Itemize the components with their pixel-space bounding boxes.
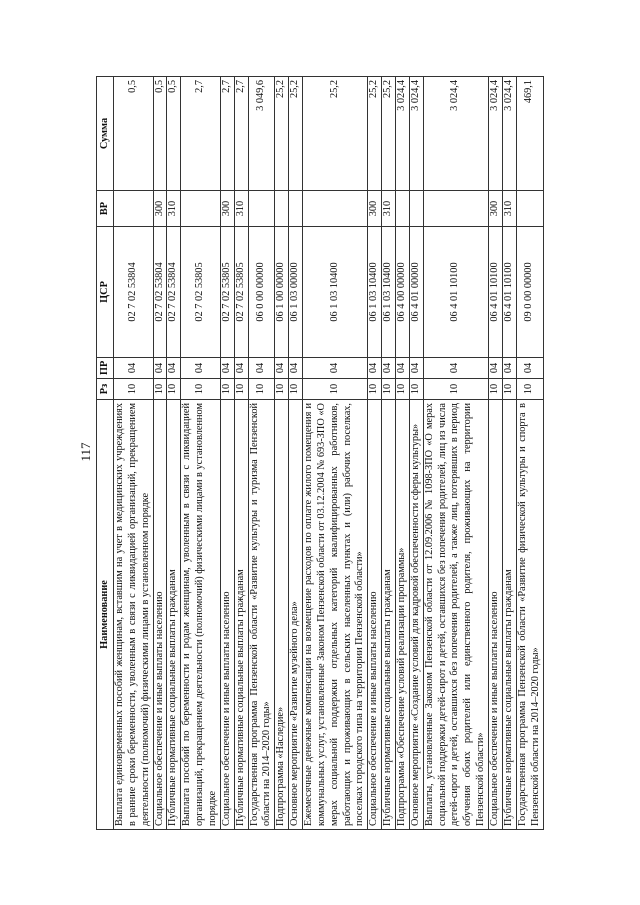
page-number: 117 [78,442,93,462]
cell-csr: 06 1 03 00000 [289,227,303,358]
cell-pr: 04 [153,358,167,379]
cell-name: Социальное обеспечение и иные выплаты населению [368,400,382,830]
cell-csr: 06 1 00 00000 [275,227,289,358]
cell-pr: 04 [234,358,248,379]
cell-vr: 300 [220,191,234,227]
cell-pr: 04 [502,358,516,379]
cell-name: Публичные нормативные социальные выплаты гражданам [502,400,516,830]
cell-name: Публичные нормативные социальные выплаты гражданам [234,400,248,830]
cell-sum: 2,7 [181,77,221,191]
cell-name: Публичные нормативные социальные выплаты гражданам [167,400,181,830]
cell-pr: 04 [489,358,503,379]
cell-name: Основное мероприятие «Развитие музейного дела» [289,400,303,830]
cell-csr: 09 0 00 00000 [516,227,543,358]
cell-rz: 10 [234,379,248,400]
cell-sum: 25,2 [303,77,368,191]
cell-name: Социальное обеспечение и иные выплаты населению [489,400,503,830]
cell-name: Социальное обеспечение и иные выплаты населению [153,400,167,830]
cell-pr: 04 [167,358,181,379]
header-name: Наименование [97,400,114,830]
cell-vr [181,191,221,227]
cell-sum: 25,2 [275,77,289,191]
cell-csr: 02 7 02 53805 [220,227,234,358]
cell-rz: 10 [220,379,234,400]
cell-sum: 25,2 [368,77,382,191]
cell-pr: 04 [220,358,234,379]
table-row [275,77,289,830]
table-row [516,77,543,830]
cell-sum: 2,7 [220,77,234,191]
cell-rz: 10 [382,379,396,400]
table-row [489,77,503,830]
cell-pr: 04 [423,358,488,379]
cell-pr: 04 [275,358,289,379]
cell-sum: 469,1 [516,77,543,191]
cell-vr [396,191,410,227]
cell-csr: 06 4 01 00000 [409,227,423,358]
cell-vr: 310 [234,191,248,227]
header-sum: Сумма [97,77,114,191]
cell-sum: 0,5 [153,77,167,191]
cell-sum: 3 024,4 [396,77,410,191]
cell-pr: 04 [409,358,423,379]
cell-pr: 04 [303,358,368,379]
table-row [114,77,154,830]
cell-name: Подпрограмма «Наследие» [275,400,289,830]
header-pr: ПР [97,358,114,379]
cell-name: Публичные нормативные социальные выплаты гражданам [382,400,396,830]
cell-sum: 25,2 [289,77,303,191]
cell-sum: 0,5 [167,77,181,191]
cell-rz: 10 [114,379,154,400]
cell-csr: 06 4 01 10100 [502,227,516,358]
cell-csr: 02 7 02 53805 [234,227,248,358]
cell-vr [303,191,368,227]
cell-rz: 10 [153,379,167,400]
cell-rz: 10 [248,379,275,400]
cell-rz: 10 [167,379,181,400]
cell-vr [423,191,488,227]
cell-name: Выплата пособий по беременности и родам женщинам, уволенным в связи с ликвидацией организаций, прекращением деятельности (полномочий) физическими лицами в установленном порядке [181,400,221,830]
table-body [114,77,544,830]
cell-pr: 04 [368,358,382,379]
cell-name: Основное мероприятие «Создание условий для кадровой обеспеченности сферы культуры» [409,400,423,830]
cell-name: Выплата единовременных пособий женщинам, вставшим на учет в медицинских учреждениях в ранние сроки беременности, уволенным в связи с ликвидацией организаций, прекращением деятельности (полномочий) физическими лицами в установленном порядке [114,400,154,830]
cell-sum: 0,5 [114,77,154,191]
table-row [396,77,410,830]
cell-name: Ежемесячные денежные компенсации на возмещение расходов по оплате жилого помещения и коммунальных услуг, установленные Законом Пензенской области от 03.12.2004 № 693-ЗПО «О мерах социальной поддержки отдельных категорий квалифицированных работников, работающих и проживающих в сельских населенных пунктах и (или) рабочих поселках, поселках городского типа на территории Пензенской области» [303,400,368,830]
cell-csr: 06 0 00 00000 [248,227,275,358]
cell-csr: 02 7 02 53804 [153,227,167,358]
header-rz: Рз [97,379,114,400]
budget-table [96,76,544,830]
cell-rz: 10 [181,379,221,400]
table-row [382,77,396,830]
table-row [220,77,234,830]
cell-pr: 04 [248,358,275,379]
table-row [248,77,275,830]
cell-csr: 06 1 03 10400 [382,227,396,358]
table-row [368,77,382,830]
cell-vr [114,191,154,227]
cell-rz: 10 [502,379,516,400]
table-row [153,77,167,830]
cell-csr: 06 4 01 10100 [489,227,503,358]
table-row [289,77,303,830]
cell-sum: 3 049,6 [248,77,275,191]
cell-pr: 04 [396,358,410,379]
cell-sum: 25,2 [382,77,396,191]
budget-table-rotated [96,77,576,830]
cell-sum: 3 024,4 [423,77,488,191]
header-csr: ЦСР [97,227,114,358]
table-row [234,77,248,830]
cell-pr: 04 [289,358,303,379]
cell-csr: 06 1 03 10400 [368,227,382,358]
cell-csr: 06 1 03 10400 [303,227,368,358]
cell-csr: 02 7 02 53805 [181,227,221,358]
cell-name: Государственная программа Пензенской области «Развитие физической культуры и спорта в Пензенской области на 2014–2020 годы» [516,400,543,830]
table-row [167,77,181,830]
cell-rz: 10 [489,379,503,400]
cell-pr: 04 [382,358,396,379]
table-row [423,77,488,830]
cell-rz: 10 [368,379,382,400]
cell-rz: 10 [423,379,488,400]
cell-vr: 310 [382,191,396,227]
cell-vr: 300 [153,191,167,227]
cell-vr: 300 [489,191,503,227]
cell-name: Социальное обеспечение и иные выплаты населению [220,400,234,830]
cell-rz: 10 [275,379,289,400]
cell-rz: 10 [396,379,410,400]
cell-csr: 02 7 02 53804 [114,227,154,358]
cell-rz: 10 [516,379,543,400]
cell-name: Выплаты, установленные Законом Пензенской области от 12.09.2006 № 1098-ЗПО «О мерах социальной поддержки детей-сирот и детей, оставшихся без попечения родителей, лиц из числа детей-сирот и детей, оставшихся без попечения родителей, а также лиц, потерявших в период обучения обоих родителей или единственного родителя, проживающих на территории Пензенской области» [423,400,488,830]
table-row [181,77,221,830]
cell-vr [516,191,543,227]
cell-pr: 04 [181,358,221,379]
cell-csr: 06 4 01 10100 [423,227,488,358]
cell-name: Подпрограмма «Обеспечение условий реализации программы» [396,400,410,830]
header-vr: ВР [97,191,114,227]
cell-name: Государственная программа Пензенской области «Развитие культуры и туризма Пензенской области на 2014–2020 годы» [248,400,275,830]
cell-sum: 2,7 [234,77,248,191]
cell-vr [248,191,275,227]
cell-sum: 3 024,4 [502,77,516,191]
cell-vr: 310 [502,191,516,227]
cell-csr: 02 7 02 53804 [167,227,181,358]
cell-vr: 300 [368,191,382,227]
cell-vr: 310 [167,191,181,227]
cell-pr: 04 [114,358,154,379]
cell-sum: 3 024,4 [489,77,503,191]
table-row [303,77,368,830]
cell-pr: 04 [516,358,543,379]
table-row [409,77,423,830]
cell-csr: 06 4 00 00000 [396,227,410,358]
table-header-row [97,77,114,830]
cell-vr [289,191,303,227]
cell-rz: 10 [409,379,423,400]
cell-sum: 3 024,4 [409,77,423,191]
cell-vr [409,191,423,227]
cell-rz: 10 [303,379,368,400]
table-row [502,77,516,830]
cell-vr [275,191,289,227]
cell-rz: 10 [289,379,303,400]
